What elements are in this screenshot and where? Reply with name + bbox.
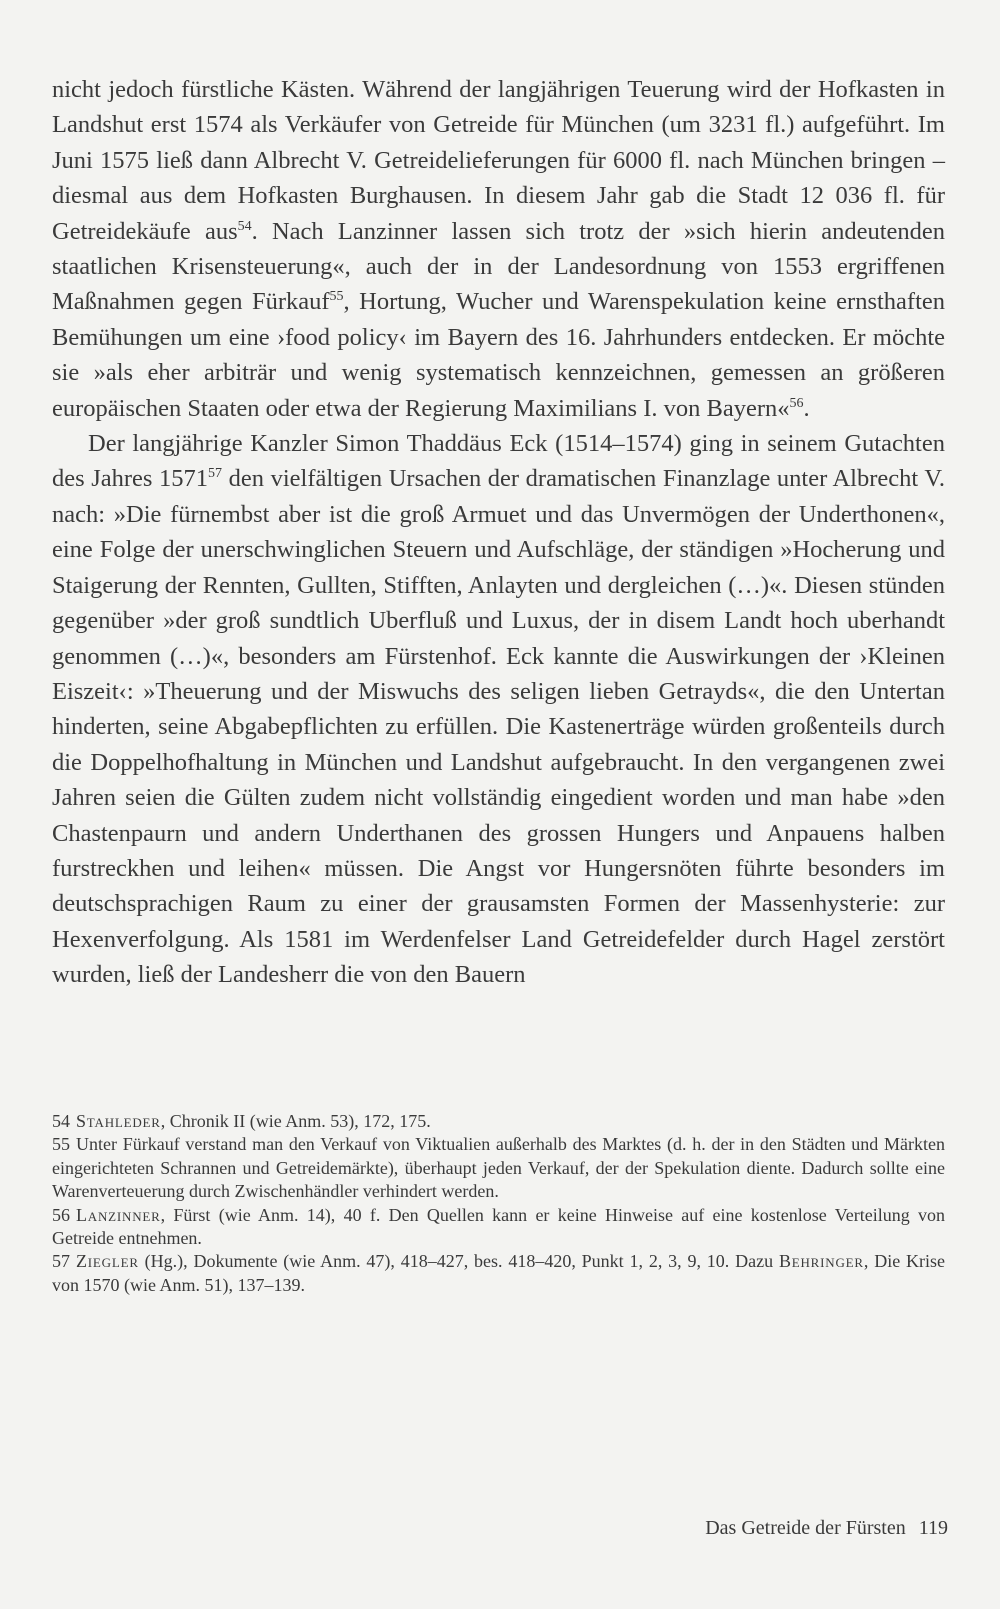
footnote-number: 54 bbox=[52, 1111, 70, 1131]
author-name: Stahleder bbox=[76, 1111, 161, 1131]
footnotes bbox=[52, 1110, 945, 1297]
page-number: 119 bbox=[918, 1517, 948, 1539]
paragraph: nicht jedoch fürstliche Kästen. Während der langjährigen Teuerung wird der Hofkasten in Landshut erst 1574 als Verkäufer von Getreide für München (um 3231 fl.) aufgeführt. Im Juni 1575 ließ dann Albrecht V. Getreidelieferungen für 6000 fl. nach München bringen – diesmal aus dem Hofkasten Burghausen. In diesem Jahr gab die Stadt 12 036 fl. für Getreidekäufe aus$^{54}$. Nach Lanzinner lassen sich trotz der »sich hierin andeutenden staatlichen Krisensteuerung«, auch der in der Landesordnung von 1553 ergriffenen Maßnahmen gegen Fürkauf$^{55}$, Hortung, Wucher und Warenspekulation keine ernsthaften Bemühungen um eine ›food policy‹ im Bayern des 16. Jahrhunders entdecken. Er möchte sie »als eher arbiträr und wenig systematisch kennzeichnen, gemessen an größeren europäischen Staaten oder etwa der Regierung Maximilians I. von Bayern«$^{56}$. bbox=[52, 76, 946, 422]
footnote-reference[interactable]: 56 bbox=[789, 395, 804, 411]
footnote-number: 57 bbox=[52, 1251, 70, 1272]
footnote-number: 55 bbox=[52, 1134, 70, 1155]
footnote-number: 56 bbox=[52, 1204, 70, 1225]
paragraph: Der langjährige Kanzler Simon Thaddäus Eck (1514–1574) ging in seinem Gutachten des Jahres 1571$^{57}$ den vielfältigen Ursachen der dramatischen Finanzlage unter Albrecht V. nach: »Die fürnembst aber ist die groß Armuet und das Unvermögen der Underthonen«, eine Folge der unerschwinglichen Steuern und Aufschläge, der ständigen »Hocherung und Staigerung der Rennten, Gullten, Stifften, Anlayten und dergleichen (…)«. Diesen stünden gegenüber »der groß sundtlich Uberfluß und Luxus, der in disem Landt hoch uberhandt genommen (…)«, besonders am Fürstenhof. Eck kannte die Auswirkungen der ›Kleinen Eiszeit‹: »Theuerung und der Miswuchs des seligen lieben Getrayds«, die den Untertan hinderten, seine Abgabepflichten zu erfüllen. Die Kastenerträge würden großenteils durch die Doppelhofhaltung in München und Landshut aufgebraucht. In den vergangenen zwei Jahren seien die Gülten zudem nicht vollständig eingedient worden und man habe »den Chastenpaurn und andern Underthanen des grossen Hungers und Anpauens halben furstreckhen und leihen« müssen. Die Angst vor Hungersnöten führte besonders im deutschsprachigen Raum zu einer der grausamsten Formen der Massenhysterie: zur Hexenverfolgung. Als 1581 im Werdenfelser Land Getreidefelder durch Hagel zerstört wurden, ließ der Landesherr die von den Bauern bbox=[52, 430, 945, 989]
running-footer bbox=[705, 1516, 948, 1540]
main-text bbox=[52, 72, 945, 993]
footnote: 57 Ziegler (Hg.), Dokumente (wie Anm. 47), 418–427, bes. 418–420, Punkt 1, 2, 3, 9, 10. Dazu Behringer, Die Krise von 1570 (wie Anm. 51), 137–139. bbox=[52, 1251, 946, 1295]
footnote-reference[interactable]: 54 bbox=[237, 218, 252, 234]
footnote-reference[interactable]: 55 bbox=[329, 289, 344, 305]
footnote: 56 Lanzinner, Fürst (wie Anm. 14), 40 f. Den Quellen kann er keine Hinweise auf eine kostenlose Verteilung von Getreide entnehmen. bbox=[52, 1204, 945, 1249]
author-name: Lanzinner bbox=[76, 1204, 161, 1225]
author-name: Ziegler bbox=[76, 1251, 139, 1272]
footnote: 54 Stahleder, Chronik II (wie Anm. 53), 172, 175. bbox=[52, 1111, 431, 1131]
footnote-reference[interactable]: 57 bbox=[208, 466, 223, 482]
footnote: 55 Unter Fürkauf verstand man den Verkauf von Viktualien außerhalb des Marktes (d. h. der in den Städten und Märkten eingerichteten Schrannen und Getreidemärkte), überhaupt jeden Verkauf, der der Spekulation diente. Dadurch sollte eine Warenverteuerung durch Zwischenhändler verhindert werden. bbox=[52, 1134, 945, 1202]
running-title: Das Getreide der Fürsten bbox=[705, 1517, 906, 1539]
author-name: Behringer bbox=[778, 1251, 864, 1272]
